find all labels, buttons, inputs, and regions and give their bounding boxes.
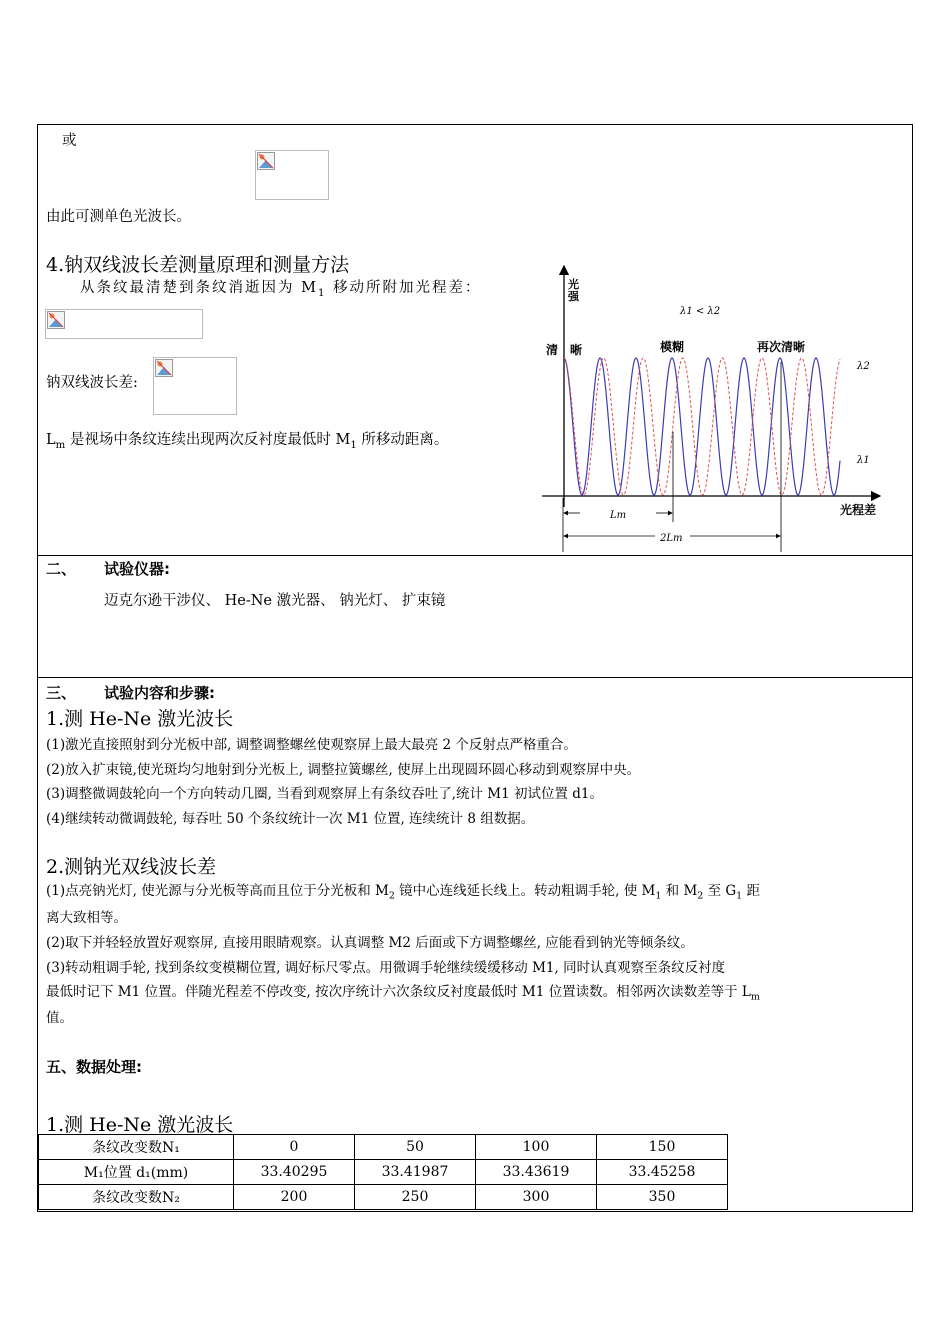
table-cell: 350 xyxy=(597,1185,728,1210)
or-text: 或 xyxy=(62,133,77,149)
sodium-beat-figure xyxy=(530,262,890,554)
label-blurry: 模糊 xyxy=(660,340,685,354)
step-text: (1)激光直接照射到分光板中部, 调整调整螺丝使观察屏上最大最亮 2 个反射点严格重合。 xyxy=(46,737,577,753)
section-number: 三、 xyxy=(46,684,77,702)
table-cell: 150 xyxy=(597,1135,728,1160)
table-cell: 33.40295 xyxy=(234,1160,355,1185)
table-cell: 条纹改变数N₂ xyxy=(39,1185,234,1210)
wavelength-relation: λ1 < λ2 xyxy=(680,306,721,317)
table-cell: 50 xyxy=(355,1135,476,1160)
y-axis-label: 强 xyxy=(568,290,579,303)
table-cell: 100 xyxy=(476,1135,597,1160)
lm-label: Lm xyxy=(610,510,627,521)
step-text: (2)取下并轻轻放置好观察屏, 直接用眼睛观察。认真调整 M2 后面或下方调整螺丝, 应能看到钠光等倾条纹。 xyxy=(46,935,694,951)
frame-bottom xyxy=(37,1211,913,1212)
table-row xyxy=(39,1135,728,1160)
broken-image-icon xyxy=(257,152,275,170)
table-cell: 250 xyxy=(355,1185,476,1210)
broken-image-icon xyxy=(155,359,173,377)
section-number: 二、 xyxy=(46,560,77,578)
step-text: 离大致相等。 xyxy=(46,910,127,926)
instrument-list: 迈克尔逊干涉仪、 He-Ne 激光器、 钠光灯、 扩束镜 xyxy=(104,593,446,609)
frame-right xyxy=(912,124,913,1212)
section-heading: 4.钠双线波长差测量原理和测量方法 xyxy=(46,254,350,276)
table-cell: 300 xyxy=(476,1185,597,1210)
frame-left xyxy=(37,124,38,1212)
data-table xyxy=(38,1134,728,1210)
y-axis-label: 光 xyxy=(568,278,579,291)
section-heading: 试验仪器: xyxy=(104,560,170,578)
table-cell: 33.45258 xyxy=(597,1160,728,1185)
formula-image xyxy=(255,150,329,200)
table-cell: 0 xyxy=(234,1135,355,1160)
step-text: (3)转动粗调手轮, 找到条纹变模糊位置, 调好标尺零点。用微调手轮继续缓缓移动 M1, 同时认真观察至条纹反衬度 xyxy=(46,960,726,976)
table-row xyxy=(39,1185,728,1210)
conclusion-text: 由此可测单色光波长。 xyxy=(46,209,191,225)
table-cell: 条纹改变数N₁ xyxy=(39,1135,234,1160)
step-text: 值。 xyxy=(46,1010,73,1026)
step-text: (1)点亮钠光灯, 使光源与分光板等高而且位于分光板和 $M_2$ 镜中心连线延长线上。转动粗调手轮, 使 $M_1$ 和 $M_2$ 至 $G_1$ 距 xyxy=(46,883,760,902)
table-cell: 33.43619 xyxy=(476,1160,597,1185)
step-text: (3)调整微调鼓轮向一个方向转动几圈, 当看到观察屏上有条纹吞吐了,统计 M1 初试位置 d1。 xyxy=(46,786,604,802)
wavelength-diff-label: 钠双线波长差: xyxy=(46,375,138,391)
table-row xyxy=(39,1160,728,1185)
section-divider xyxy=(37,555,913,556)
lm-definition-text: $L_m$ 是视场中条纹连续出现两次反衬度最低时 $M_1$ 所移动距离。 xyxy=(46,432,449,451)
optical-path-text: 从条纹最清楚到条纹消逝因为 $M_1$ 移动所附加光程差： xyxy=(80,280,482,299)
table-cell: 200 xyxy=(234,1185,355,1210)
two-lm-label: 2Lm xyxy=(660,533,683,544)
x-axis-label: 光程差 xyxy=(840,503,877,517)
step-text: (2)放入扩束镜,使光斑均匀地射到分光板上, 调整拉簧螺丝, 使屏上出现圆环圆心移动到观察屏中央。 xyxy=(46,762,641,778)
lambda1-label: λ1 xyxy=(857,455,870,466)
label-clear-again: 再次清晰 xyxy=(757,340,806,354)
table-cell: 33.41987 xyxy=(355,1160,476,1185)
formula-image xyxy=(153,357,237,415)
subsection-heading: 1.测 He-Ne 激光波长 xyxy=(46,708,234,730)
section-heading: 试验内容和步骤: xyxy=(104,684,215,702)
section-divider xyxy=(37,677,913,678)
table-cell: M₁位置 d₁(mm) xyxy=(39,1160,234,1185)
lambda1-wave xyxy=(564,358,840,495)
frame-top xyxy=(37,124,913,125)
step-text: 最低时记下 M1 位置。伴随光程差不停改变, 按次序统计六次条纹反衬度最低时 M1 位置读数。相邻两次读数差等于 $L_m$ xyxy=(46,984,760,1003)
lambda2-wave xyxy=(564,358,840,495)
section-heading: 五、数据处理: xyxy=(46,1058,142,1076)
lambda2-label: λ2 xyxy=(857,361,870,372)
broken-image-icon xyxy=(47,311,65,329)
subsection-heading: 2.测钠光双线波长差 xyxy=(46,856,217,878)
subsection-heading: 1.测 He-Ne 激光波长 xyxy=(46,1114,234,1136)
label-clear: 清 晰 xyxy=(546,343,583,357)
formula-image xyxy=(45,309,203,339)
step-text: (4)继续转动微调鼓轮, 每吞吐 50 个条纹统计一次 M1 位置, 连续统计 8 组数据。 xyxy=(46,811,535,827)
